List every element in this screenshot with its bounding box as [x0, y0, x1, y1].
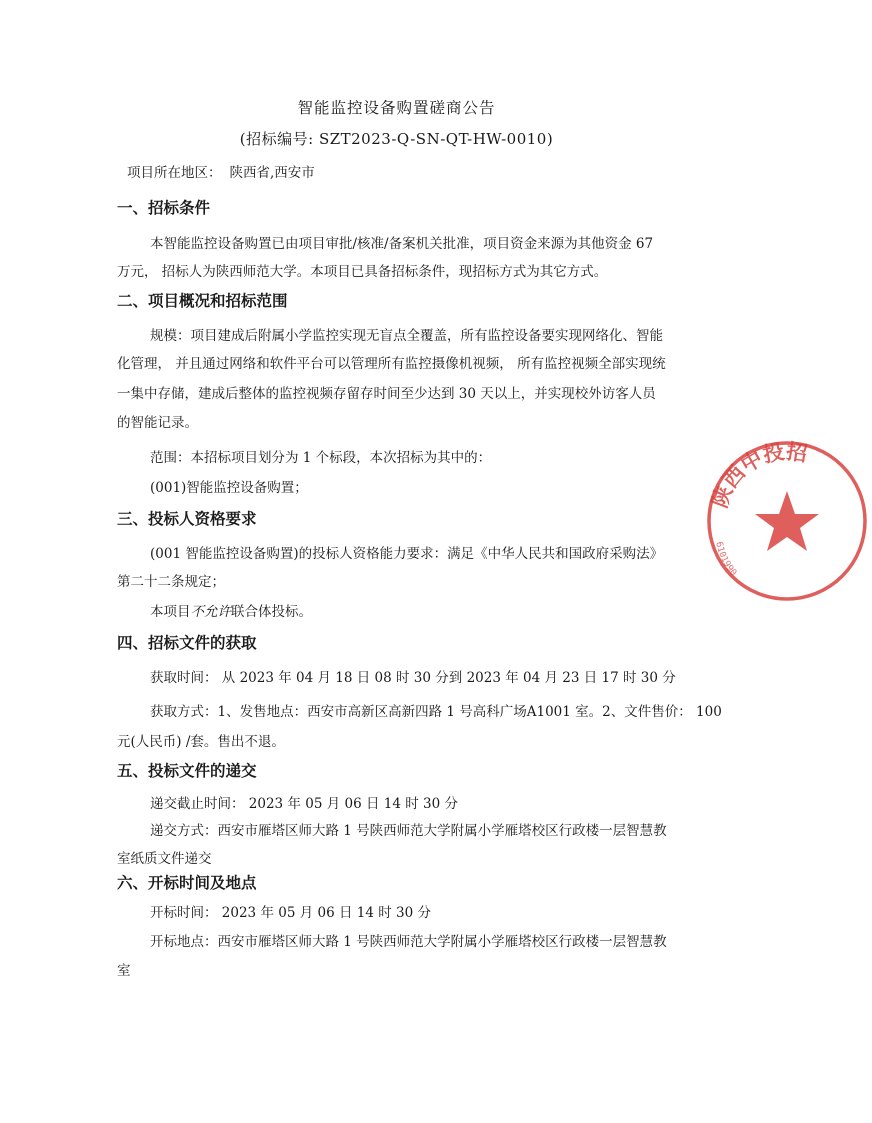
seal-star-icon — [755, 491, 819, 551]
section-3-line-1: (001 智能监控设备购置)的投标人资格能力要求：满足《中华人民共和国政府采购法》 — [150, 546, 664, 562]
section-1-heading: 一、招标条件 — [117, 199, 211, 217]
section-2-line-1: 规模：项目建成后附属小学监控实现无盲点全覆盖，所有监控设备要实现网络化、智能 — [150, 328, 663, 344]
document-title: 智能监控设备购置磋商公告 — [297, 99, 496, 117]
section-4-line-3: 元(人民币) /套。售出不退。 — [117, 734, 285, 750]
section-1-para-line-2: 万元， 招标人为陕西师范大学。本项目已具备招标条件，现招标方式为其它方式。 — [117, 264, 608, 280]
official-seal-stamp — [702, 436, 872, 606]
region-label: 项目所在地区： — [127, 165, 222, 181]
section-5-heading: 五、投标文件的递交 — [117, 762, 257, 780]
section-2-line-3: 一集中存储，建成后整体的监控视频存留存时间至少达到 30 天以上，并实现校外访客人员 — [117, 386, 656, 402]
section-3-line-3 — [150, 603, 312, 621]
section-4-heading: 四、招标文件的获取 — [117, 634, 257, 652]
section-5-line-1: 递交截止时间： 2023 年 05 月 06 日 14 时 30 分 — [150, 796, 458, 812]
section-2-line-4: 的智能记录。 — [117, 415, 198, 431]
consortium-text-a: 本项目 — [150, 604, 191, 620]
section-1-para-line-1: 本智能监控设备购置已由项目审批/核准/备案机关批准，项目资金来源为其他资金 67 — [150, 236, 654, 252]
consortium-text-c: 联合体投标。 — [231, 604, 312, 620]
section-6-line-2: 开标地点：西安市雁塔区师大路 1 号陕西师范大学附属小学雁塔校区行政楼一层智慧教 — [150, 934, 667, 950]
tender-number: (招标编号: SZT2023-Q-SN-QT-HW-0010) — [239, 130, 554, 148]
section-4-line-2: 获取方式：1、发售地点：西安市高新区高新四路 1 号高科广场A1001 室。2、文件售价： 100 — [150, 704, 722, 720]
section-2-lot-line: (001)智能监控设备购置； — [150, 480, 308, 496]
seal-number: 6101990 — [713, 540, 739, 579]
section-3-heading: 三、投标人资格要求 — [117, 510, 257, 528]
section-3-line-2: 第二十二条规定； — [117, 574, 225, 590]
svg-text:6101990 — [713, 541, 738, 578]
section-5-line-2: 递交方式：西安市雁塔区师大路 1 号陕西师范大学附属小学雁塔校区行政楼一层智慧教 — [150, 823, 667, 839]
section-2-heading: 二、项目概况和招标范围 — [117, 292, 288, 310]
region-line — [127, 164, 315, 182]
region-value: 陕西省,西安市 — [229, 165, 315, 181]
section-6-line-1: 开标时间： 2023 年 05 月 06 日 14 时 30 分 — [150, 905, 431, 921]
seal-text: 陕西中投招 — [707, 439, 809, 511]
section-6-line-3: 室 — [117, 963, 131, 979]
section-4-line-1: 获取时间： 从 2023 年 04 月 18 日 08 时 30 分到 2023 年 04 月 23 日 17 时 30 分 — [150, 670, 676, 686]
section-2-scope-line: 范围：本招标项目划分为 1 个标段，本次招标为其中的： — [150, 450, 492, 466]
section-5-line-3: 室纸质文件递交 — [117, 851, 212, 867]
section-2-line-2: 化管理， 并且通过网络和软件平台可以管理所有监控摄像机视频， 所有监控视频全部实现统 — [117, 356, 666, 372]
consortium-not-allowed: 不允许 — [190, 604, 231, 620]
section-6-heading: 六、开标时间及地点 — [117, 874, 257, 892]
